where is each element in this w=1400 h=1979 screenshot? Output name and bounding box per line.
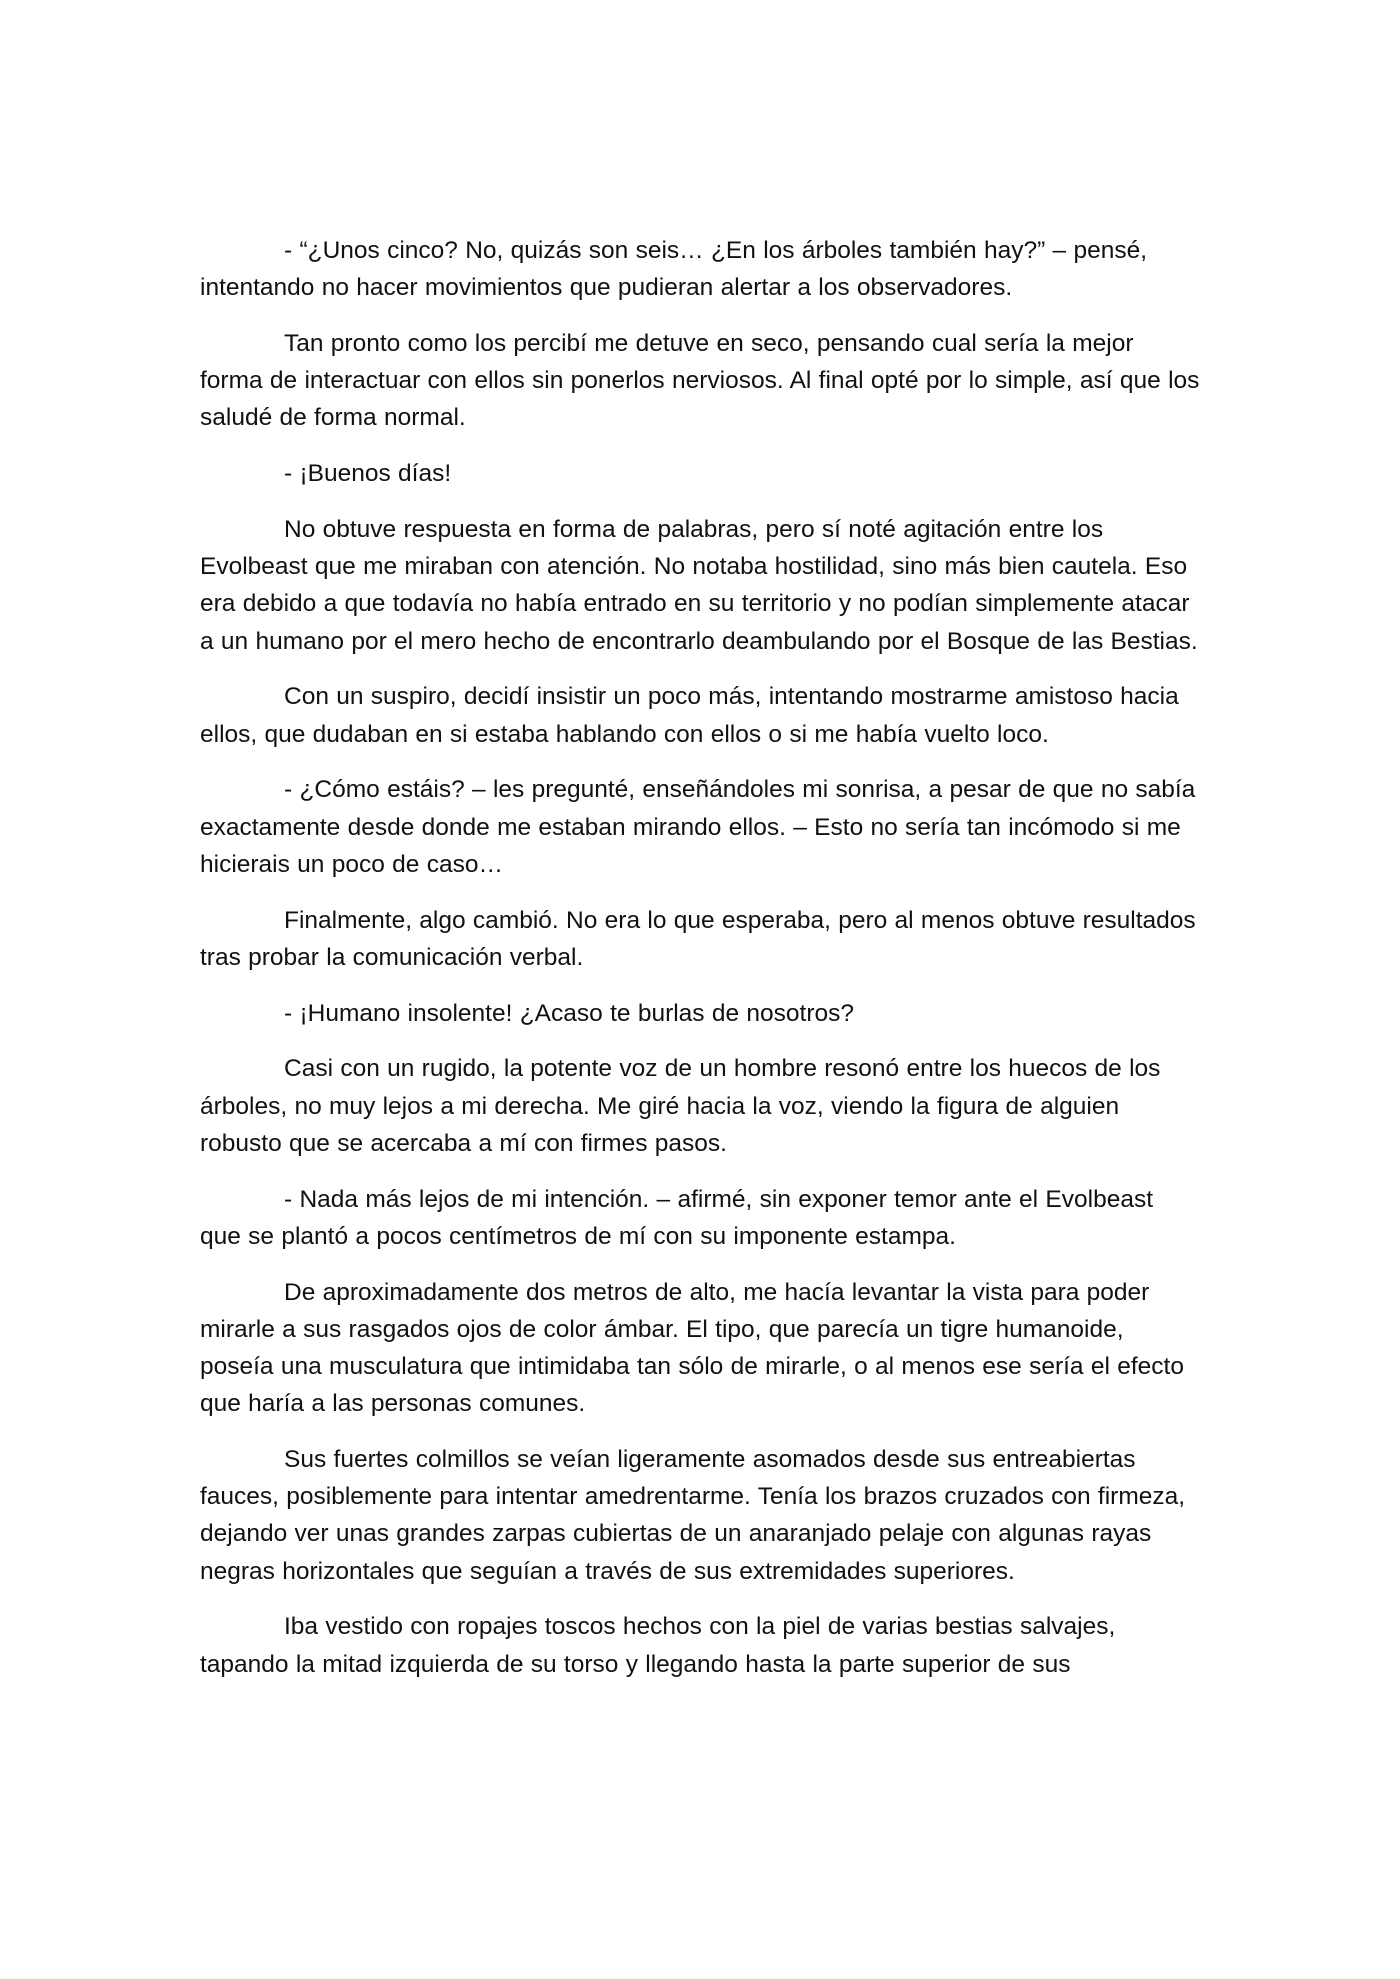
paragraph: - Nada más lejos de mi intención. – afirmé, sin exponer temor ante el Evolbeast que se plantó a pocos centímetros de mí con su imponente estampa. (200, 1185, 1154, 1250)
paragraph: - “¿Unos cinco? No, quizás son seis… ¿En los árboles también hay?” – pensé, intentando no hacer movimientos que pudieran alertar a los observadores. (200, 237, 1148, 302)
paragraph: No obtuve respuesta en forma de palabras, pero sí noté agitación entre los Evolbeast que me miraban con atención. No notaba hostilidad, sino más bien cautela. Eso era debido a que todavía no había entrado en su territorio y no podían simplemente atacar a un humano por el mero hecho de encontrarlo deambulando por el Bosque de las Bestias. (200, 516, 1198, 655)
paragraph: - ¿Cómo estáis? – les pregunté, enseñándoles mi sonrisa, a pesar de que no sabía exactamente desde donde me estaban mirando ellos. – Esto no sería tan incómodo si me hicierais un poco de caso… (200, 776, 1196, 878)
body-text (200, 232, 1200, 1701)
paragraph: - ¡Humano insolente! ¿Acaso te burlas de nosotros? (284, 999, 855, 1027)
paragraph: - ¡Buenos días! (284, 460, 452, 488)
paragraph: Tan pronto como los percibí me detuve en seco, pensando cual sería la mejor forma de interactuar con ellos sin ponerlos nerviosos. Al final opté por lo simple, así que los saludé de forma normal. (200, 330, 1200, 432)
paragraph: Iba vestido con ropajes toscos hechos con la piel de varias bestias salvajes, tapando la mitad izquierda de su torso y llegando hasta la parte superior de sus (200, 1613, 1116, 1678)
paragraph: Finalmente, algo cambió. No era lo que esperaba, pero al menos obtuve resultados tras probar la comunicación verbal. (200, 906, 1196, 971)
paragraph: Con un suspiro, decidí insistir un poco más, intentando mostrarme amistoso hacia ellos, que dudaban en si estaba hablando con ellos o si me había vuelto loco. (200, 683, 1179, 748)
paragraph: De aproximadamente dos metros de alto, me hacía levantar la vista para poder mirarle a sus rasgados ojos de color ámbar. El tipo, que parecía un tigre humanoide, poseía una musculatura que intimidaba tan sólo de mirarle, o al menos ese sería el efecto que haría a las personas comunes. (200, 1278, 1184, 1418)
paragraph: Casi con un rugido, la potente voz de un hombre resonó entre los huecos de los árboles, no muy lejos a mi derecha. Me giré hacia la voz, viendo la figura de alguien robusto que se acercaba a mí con firmes pasos. (200, 1055, 1161, 1157)
paragraph: Sus fuertes colmillos se veían ligeramente asomados desde sus entreabiertas fauces, posiblemente para intentar amedrentarme. Tenía los brazos cruzados con firmeza, dejando ver unas grandes zarpas cubiertas de un anaranjado pelaje con algunas rayas negras horizontales que seguían a través de sus extremidades superiores. (200, 1446, 1186, 1585)
